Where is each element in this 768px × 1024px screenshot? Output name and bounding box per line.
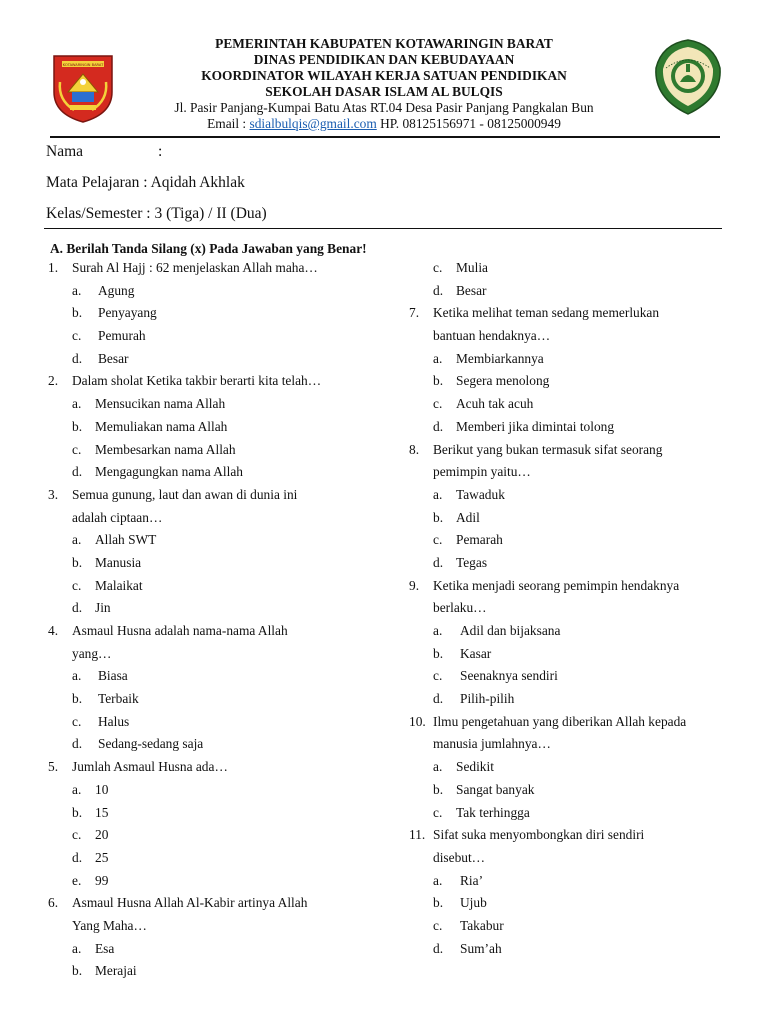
option-letter: d. xyxy=(433,691,444,707)
option-text: Besar xyxy=(456,282,487,298)
option-9c xyxy=(409,665,729,688)
question-number: 9. xyxy=(409,577,420,593)
option-letter: d. xyxy=(72,849,83,865)
identity-divider xyxy=(44,228,722,229)
question-9-continued xyxy=(409,597,729,620)
question-11-continued xyxy=(409,847,729,870)
option-9a xyxy=(409,620,729,643)
option-7b xyxy=(409,370,729,393)
option-5c xyxy=(48,824,388,847)
option-text: Sum’ah xyxy=(460,940,502,956)
header-address: Jl. Pasir Panjang-Kumpai Batu Atas RT.04 Desa Pasir Panjang Pangkalan Bun xyxy=(174,100,594,115)
option-letter: c. xyxy=(72,577,82,593)
option-text: Agung xyxy=(98,282,135,298)
option-letter: a. xyxy=(433,623,443,638)
question-number: 6. xyxy=(48,895,59,911)
option-text: Membesarkan nama Allah xyxy=(95,441,236,457)
option-text: Halus xyxy=(98,713,130,729)
option-text: 99 xyxy=(95,872,109,888)
option-text: Takabur xyxy=(460,917,504,933)
option-letter: a. xyxy=(433,350,443,366)
option-10c xyxy=(409,802,729,825)
option-letter: d. xyxy=(433,282,444,298)
option-letter: c. xyxy=(433,532,443,548)
option-letter: c. xyxy=(72,441,82,457)
right-question-column xyxy=(409,257,729,960)
question-4-continued xyxy=(48,643,388,666)
option-10a xyxy=(409,756,729,779)
question-text-continued: manusia jumlahnya… xyxy=(433,736,551,752)
question-text-continued: pemimpin yaitu… xyxy=(433,464,531,480)
name-label: Nama xyxy=(46,143,84,160)
option-text: Ujub xyxy=(460,895,487,911)
option-letter: c. xyxy=(72,713,82,729)
option-letter: b. xyxy=(72,305,83,321)
option-letter: a. xyxy=(72,940,82,956)
option-6d xyxy=(409,280,729,303)
question-7-continued xyxy=(409,325,729,348)
question-number: 7. xyxy=(409,305,420,321)
option-text: Sangat banyak xyxy=(456,781,535,797)
option-text: Ria’ xyxy=(460,872,484,888)
option-text: Memberi jika dimintai tolong xyxy=(456,418,615,434)
option-letter: b. xyxy=(72,804,83,820)
question-6-continued xyxy=(48,915,388,938)
letterhead xyxy=(120,36,648,132)
option-letter: c. xyxy=(72,827,82,843)
option-3d xyxy=(48,597,388,620)
option-5b xyxy=(48,802,388,825)
question-9 xyxy=(409,575,729,598)
option-text: Adil dan bijaksana xyxy=(460,623,561,638)
question-4 xyxy=(48,620,388,643)
option-text: Manusia xyxy=(95,554,142,570)
option-letter: b. xyxy=(433,895,444,911)
option-9b xyxy=(409,643,729,666)
email-link[interactable]: sdialbulqis@gmail.com xyxy=(249,116,377,131)
question-text: Ketika menjadi seorang pemimpin hendaknya xyxy=(433,577,680,593)
question-5 xyxy=(48,756,388,779)
section-a-title: A. Berilah Tanda Silang (x) Pada Jawaban yang Benar! xyxy=(50,241,367,256)
option-text: Pemurah xyxy=(98,328,146,344)
option-text: Allah SWT xyxy=(95,532,157,548)
option-letter: a. xyxy=(433,486,443,502)
option-text: Penyayang xyxy=(98,305,157,321)
option-letter: b. xyxy=(433,373,444,389)
option-4b xyxy=(48,688,388,711)
option-letter: a. xyxy=(72,282,82,298)
header-contact xyxy=(120,116,648,132)
option-6a xyxy=(48,938,388,961)
question-number: 5. xyxy=(48,759,59,775)
option-8c xyxy=(409,529,729,552)
option-text: Mulia xyxy=(456,260,488,275)
option-letter: d. xyxy=(72,350,83,366)
option-4d xyxy=(48,733,388,756)
option-text: Seenaknya sendiri xyxy=(460,668,558,684)
question-number: 3. xyxy=(48,486,59,502)
option-1c xyxy=(48,325,388,348)
option-letter: a. xyxy=(72,668,82,684)
question-number: 2. xyxy=(48,373,59,389)
option-text: Pemarah xyxy=(456,532,503,548)
question-text: Berikut yang bukan termasuk sifat seorang xyxy=(433,441,663,457)
question-text: Sifat suka menyombongkan diri sendiri xyxy=(433,827,645,843)
option-letter: c. xyxy=(433,917,443,933)
option-text: Malaikat xyxy=(95,577,143,593)
header-divider xyxy=(50,136,720,138)
option-text: Jin xyxy=(95,600,111,616)
option-2b xyxy=(48,416,388,439)
subject-line: Mata Pelajaran : Aqidah Akhlak xyxy=(46,174,245,191)
option-text: 20 xyxy=(95,827,109,843)
question-text: Ilmu pengetahuan yang diberikan Allah kepada xyxy=(433,713,687,729)
option-7a xyxy=(409,348,729,371)
option-letter: d. xyxy=(433,418,444,434)
option-text: Kasar xyxy=(460,645,492,661)
option-text: Membiarkannya xyxy=(456,350,544,366)
option-text: Adil xyxy=(456,509,480,525)
option-7c xyxy=(409,393,729,416)
option-10b xyxy=(409,779,729,802)
option-3c xyxy=(48,575,388,598)
option-letter: c. xyxy=(433,804,443,820)
question-1 xyxy=(48,257,388,280)
option-text: Acuh tak acuh xyxy=(456,396,534,412)
question-text: Asmaul Husna Allah Al-Kabir artinya Allah xyxy=(72,895,308,911)
option-1b xyxy=(48,302,388,325)
option-4a xyxy=(48,665,388,688)
question-number: 8. xyxy=(409,441,420,457)
option-3a xyxy=(48,529,388,552)
option-text: Tawaduk xyxy=(456,486,505,502)
option-letter: b. xyxy=(72,418,83,434)
option-6b xyxy=(48,960,388,983)
option-letter: d. xyxy=(72,736,83,752)
question-10-continued xyxy=(409,733,729,756)
question-6 xyxy=(48,892,388,915)
option-letter: b. xyxy=(72,554,83,570)
class-semester-line: Kelas/Semester : 3 (Tiga) / II (Dua) xyxy=(46,205,267,222)
question-number: 4. xyxy=(48,623,59,638)
option-letter: d. xyxy=(433,940,444,956)
email-label: Email : xyxy=(207,116,250,131)
option-text: Tegas xyxy=(456,554,488,570)
option-8a xyxy=(409,484,729,507)
option-text: Esa xyxy=(95,940,115,956)
option-2d xyxy=(48,461,388,484)
left-question-column xyxy=(48,257,388,983)
option-9d xyxy=(409,688,729,711)
option-letter: b. xyxy=(433,509,444,525)
question-2 xyxy=(48,370,388,393)
option-text: 15 xyxy=(95,804,109,820)
option-6c xyxy=(409,257,729,280)
option-4c xyxy=(48,711,388,734)
question-text: Asmaul Husna adalah nama-nama Allah xyxy=(72,623,288,638)
question-3-continued xyxy=(48,507,388,530)
question-text: Ketika melihat teman sedang memerlukan xyxy=(433,305,660,321)
option-11d xyxy=(409,938,729,961)
option-text: Besar xyxy=(98,350,129,366)
header-line-2: DINAS PENDIDIKAN DAN KEBUDAYAAN xyxy=(253,52,515,67)
option-text: Memuliakan nama Allah xyxy=(95,418,228,434)
option-letter: d. xyxy=(72,464,83,480)
option-text: Biasa xyxy=(98,668,128,684)
regency-emblem-logo xyxy=(50,52,116,124)
option-letter: d. xyxy=(72,600,83,616)
option-5d xyxy=(48,847,388,870)
option-letter: c. xyxy=(433,260,443,275)
option-11b xyxy=(409,892,729,915)
option-text: Sedikit xyxy=(456,759,494,775)
question-10 xyxy=(409,711,729,734)
option-text: 25 xyxy=(95,849,109,865)
option-letter: e. xyxy=(72,872,82,888)
question-text-continued: Yang Maha… xyxy=(72,917,147,933)
question-text: Surah Al Hajj : 62 menjelaskan Allah maha… xyxy=(72,260,318,275)
option-7d xyxy=(409,416,729,439)
option-letter: b. xyxy=(72,691,83,707)
option-text: Terbaik xyxy=(98,691,139,707)
option-letter: a. xyxy=(72,396,82,412)
option-letter: d. xyxy=(433,554,444,570)
option-text: Pilih-pilih xyxy=(460,691,515,707)
option-letter: a. xyxy=(433,759,443,775)
option-2c xyxy=(48,439,388,462)
question-text-continued: disebut… xyxy=(433,849,486,865)
question-3 xyxy=(48,484,388,507)
option-11a xyxy=(409,870,729,893)
option-text: Mengagungkan nama Allah xyxy=(95,464,244,480)
option-3b xyxy=(48,552,388,575)
question-number: 11. xyxy=(409,827,426,843)
question-text: Dalam sholat Ketika takbir berarti kita telah… xyxy=(72,373,322,389)
phone-numbers: HP. 08125156971 - 08125000949 xyxy=(376,116,561,131)
question-text-continued: yang… xyxy=(72,645,112,661)
question-text-continued: bantuan hendaknya… xyxy=(433,328,551,344)
option-1a xyxy=(48,280,388,303)
option-5a xyxy=(48,779,388,802)
question-8 xyxy=(409,439,729,462)
option-text: Segera menolong xyxy=(456,373,550,389)
question-11 xyxy=(409,824,729,847)
name-colon: : xyxy=(158,143,163,160)
question-number: 10. xyxy=(409,713,426,729)
option-letter: c. xyxy=(433,668,443,684)
question-8-continued xyxy=(409,461,729,484)
option-letter: b. xyxy=(72,963,83,979)
option-text: Mensucikan nama Allah xyxy=(95,396,226,412)
option-text: Tak terhingga xyxy=(456,804,530,820)
left-logo-caption: KOTAWARINGIN BARAT xyxy=(62,63,104,67)
question-text-continued: adalah ciptaan… xyxy=(72,509,163,525)
option-letter: a. xyxy=(433,872,443,888)
question-number: 1. xyxy=(48,260,59,275)
option-2a xyxy=(48,393,388,416)
school-seal-logo xyxy=(652,38,724,116)
question-7 xyxy=(409,302,729,325)
option-letter: c. xyxy=(72,328,82,344)
option-letter: b. xyxy=(433,645,444,661)
option-text: Sedang-sedang saja xyxy=(98,736,204,752)
option-letter: c. xyxy=(433,396,443,412)
question-text: Jumlah Asmaul Husna ada… xyxy=(72,759,228,775)
name-line xyxy=(46,143,163,161)
header-line-1: PEMERINTAH KABUPATEN KOTAWARINGIN BARAT xyxy=(215,36,553,51)
option-11c xyxy=(409,915,729,938)
question-text: Semua gunung, laut dan awan di dunia ini xyxy=(72,486,298,502)
option-1d xyxy=(48,348,388,371)
header-line-3: KOORDINATOR WILAYAH KERJA SATUAN PENDIDIKAN xyxy=(201,68,567,83)
option-8b xyxy=(409,507,729,530)
option-8d xyxy=(409,552,729,575)
option-text: Merajai xyxy=(95,963,137,979)
question-text-continued: berlaku… xyxy=(433,600,487,616)
option-letter: b. xyxy=(433,781,444,797)
option-5e xyxy=(48,870,388,893)
option-text: 10 xyxy=(95,781,109,797)
option-letter: a. xyxy=(72,781,82,797)
header-line-4: SEKOLAH DASAR ISLAM AL BULQIS xyxy=(265,84,503,99)
option-letter: a. xyxy=(72,532,82,548)
